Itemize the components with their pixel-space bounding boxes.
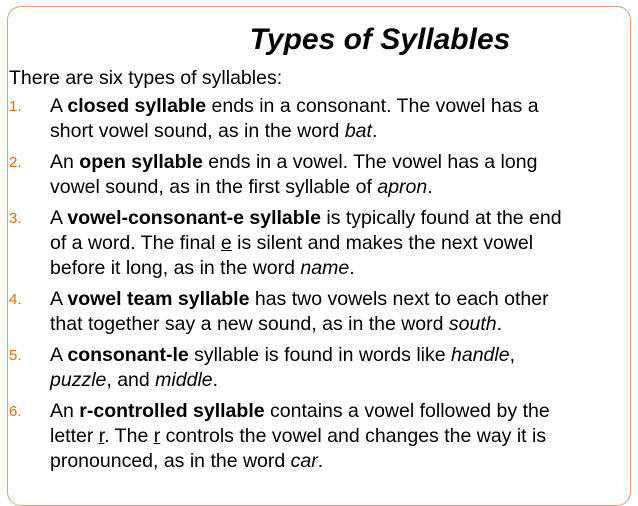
text-segment: pronounced, as in the word	[50, 450, 291, 472]
list-item-line	[50, 119, 377, 144]
text-segment: short vowel sound, as in the word	[50, 120, 345, 142]
text-segment: .	[427, 176, 433, 198]
list-item-line	[50, 287, 549, 312]
list-item	[0, 399, 638, 474]
list-item	[0, 206, 638, 281]
underlined-letter: r	[153, 425, 161, 447]
text-segment: ends in a vowel. The vowel has a long	[202, 151, 538, 173]
example-word: bat	[344, 120, 372, 142]
list-item	[0, 94, 638, 144]
example-word: south	[448, 313, 497, 335]
example-word: car	[290, 450, 318, 472]
syllable-term: vowel-consonant-e syllable	[67, 207, 321, 229]
list-item-line	[50, 94, 539, 119]
text-segment: contains a vowel followed by the	[264, 400, 550, 422]
syllable-term: consonant-le	[67, 344, 189, 366]
text-segment: is silent and makes the next vowel	[231, 232, 534, 254]
text-segment: letter	[50, 425, 99, 447]
text-segment: An	[50, 151, 80, 173]
intro-text: There are six types of syllables:	[9, 67, 283, 89]
list-number: 6.	[9, 403, 22, 420]
list-item-line	[50, 368, 218, 393]
text-segment: A	[50, 207, 68, 229]
text-segment: ends in a consonant. The vowel has a	[206, 95, 539, 117]
syllable-term: vowel team syllable	[67, 288, 250, 310]
text-segment: A	[50, 344, 68, 366]
text-segment: .	[317, 450, 324, 472]
list-item-line	[50, 206, 562, 231]
text-segment: . The	[104, 425, 154, 447]
example-word: middle	[155, 369, 213, 391]
syllable-term: open syllable	[79, 151, 203, 173]
list-number: 4.	[9, 291, 22, 308]
list-number: 3.	[9, 210, 22, 227]
list-number: 2.	[9, 154, 22, 171]
text-segment: controls the vowel and changes the way it is	[160, 425, 547, 447]
list-item-line	[50, 231, 533, 256]
example-word: handle	[451, 344, 510, 366]
text-segment: .	[496, 313, 503, 335]
text-segment: ,	[509, 344, 515, 366]
list-number: 1.	[9, 98, 22, 115]
syllable-term: closed syllable	[67, 95, 207, 117]
underlined-letter: e	[220, 232, 232, 254]
text-segment: vowel sound, as in the first syllable of	[50, 176, 378, 198]
list-item-line	[50, 343, 515, 368]
underlined-letter: r	[98, 425, 105, 447]
text-segment: A	[50, 95, 68, 117]
slide-title: Types of Syllables	[249, 23, 511, 56]
text-segment: An	[50, 400, 80, 422]
list-item-line	[50, 150, 537, 175]
list-item-line	[50, 399, 550, 424]
list-item-line	[50, 449, 323, 474]
text-segment: .	[212, 369, 219, 391]
text-segment: .	[349, 257, 355, 279]
text-segment: syllable is found in words like	[188, 344, 451, 366]
example-word: puzzle	[50, 369, 107, 391]
text-segment: is typically found at the end	[320, 207, 562, 229]
list-number: 5.	[9, 347, 22, 364]
text-segment: of a word. The final	[50, 232, 221, 254]
list-item	[0, 287, 638, 337]
text-segment: A	[50, 288, 68, 310]
text-segment: , and	[106, 369, 156, 391]
list-item	[0, 150, 638, 200]
text-segment: before it long, as in the word	[50, 257, 301, 279]
list-item	[0, 343, 638, 393]
text-segment: .	[371, 120, 378, 142]
list-item-line	[50, 424, 546, 449]
list-item-line	[50, 256, 355, 281]
syllable-term: r-controlled syllable	[79, 400, 265, 422]
text-segment: that together say a new sound, as in the word	[50, 313, 449, 335]
list-item-line	[50, 312, 502, 337]
example-word: apron	[377, 176, 428, 198]
text-segment: has two vowels next to each other	[249, 288, 549, 310]
example-word: name	[300, 257, 350, 279]
list-item-line	[50, 175, 433, 200]
